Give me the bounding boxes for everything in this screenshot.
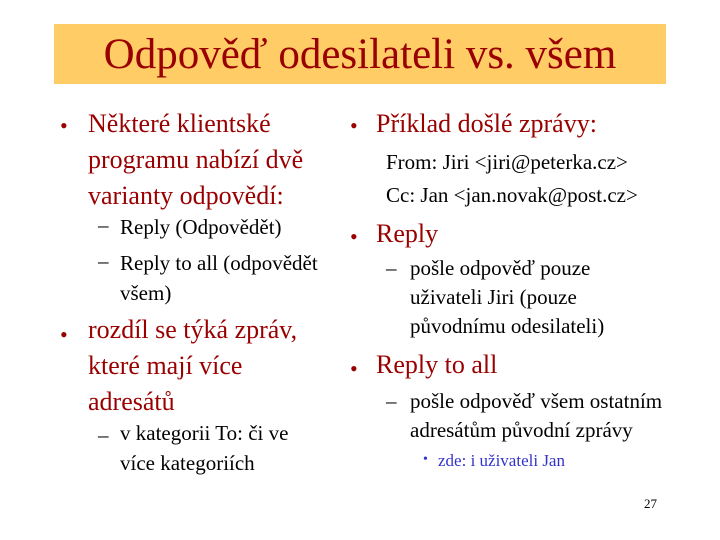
- left-sub-reply-all-line-2: všem): [120, 281, 172, 305]
- left-bullet-2-line-3: adresátů: [88, 387, 175, 416]
- bullet-icon: •: [350, 113, 358, 138]
- email-from-line: From: Jiri <jiri@peterka.cz>: [386, 150, 628, 174]
- email-cc-line: Cc: Jan <jan.novak@post.cz>: [386, 183, 638, 207]
- bullet-icon: •: [60, 322, 68, 347]
- dash-icon: –: [98, 423, 109, 447]
- left-bullet-1-line-3: varianty odpovědí:: [88, 181, 284, 210]
- right-bullet-reply: Reply: [376, 219, 439, 248]
- page-number: 27: [644, 496, 657, 511]
- right-sub-reply-all-line-2: adresátům původní zprávy: [410, 418, 633, 442]
- dash-icon: –: [386, 389, 397, 413]
- slide-title: Odpověď odesilateli vs. všem: [103, 31, 617, 78]
- right-sub-reply-line-3: původnímu odesilateli): [410, 314, 605, 338]
- left-bullet-2-line-2: které mají více: [88, 351, 243, 380]
- dash-icon: –: [386, 256, 397, 280]
- left-sub-category-line-1: v kategorii To: či ve: [120, 421, 289, 445]
- right-sub-reply-all-line-1: pošle odpověď všem ostatním: [410, 389, 663, 413]
- dash-icon: –: [98, 213, 109, 237]
- left-bullet-2-line-1: rozdíl se týká zpráv,: [88, 315, 298, 344]
- left-bullet-1-line-2: programu nabízí dvě: [88, 145, 304, 174]
- left-bullet-1: [88, 106, 303, 214]
- right-sub-reply: [410, 254, 604, 341]
- bullet-icon: •: [60, 113, 68, 138]
- left-sub-reply-all: [120, 248, 318, 308]
- left-bullet-2: [88, 312, 297, 420]
- left-sub-reply-all-line-1: Reply to all (odpovědět: [120, 251, 318, 275]
- bullet-icon: •: [423, 452, 428, 467]
- left-bullet-1-line-1: Některé klientské: [88, 109, 271, 138]
- left-sub-category-line-2: více kategoriích: [120, 451, 255, 475]
- right-sub-reply-all: [410, 387, 662, 445]
- right-sub-reply-line-2: uživateli Jiri (pouze: [410, 285, 577, 309]
- right-bullet-example: Příklad došlé zprávy:: [376, 109, 597, 138]
- right-sub-reply-line-1: pošle odpověď pouze: [410, 256, 591, 280]
- dash-icon: –: [98, 249, 109, 273]
- right-sub-sub-jan: zde: i uživateli Jan: [438, 451, 565, 470]
- bullet-icon: •: [350, 356, 358, 381]
- left-sub-reply: Reply (Odpovědět): [120, 215, 282, 239]
- left-sub-category: [120, 418, 288, 478]
- bullet-icon: •: [350, 224, 358, 249]
- right-bullet-reply-all: Reply to all: [376, 350, 498, 379]
